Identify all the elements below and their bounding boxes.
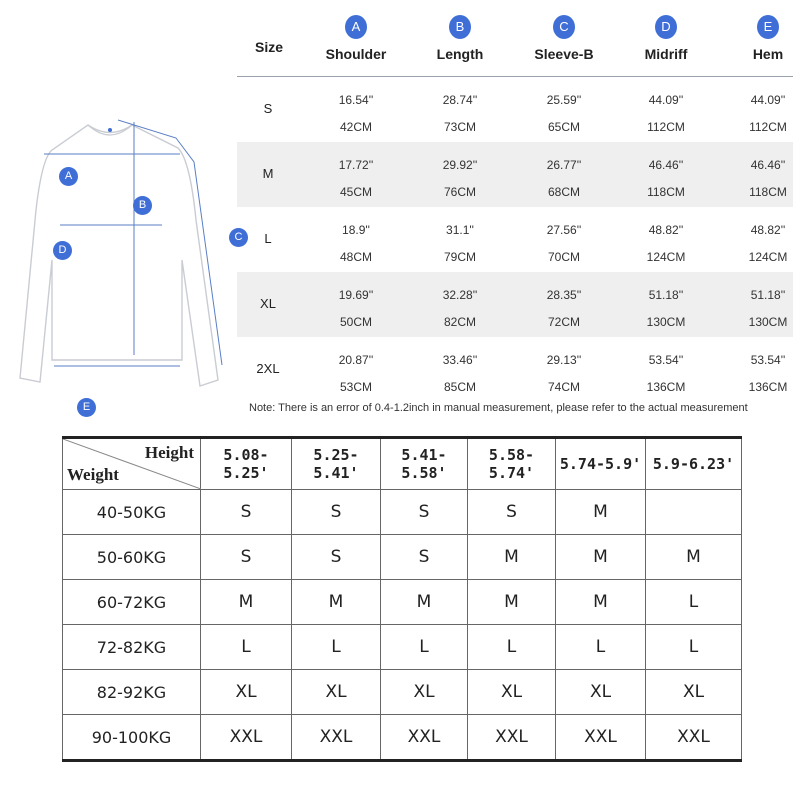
cm-value: 74CM: [547, 380, 580, 394]
inch-value: 53.54'': [648, 353, 684, 367]
weight-label: Weight: [67, 465, 119, 484]
height-range-header: 5.74-5.9': [556, 438, 646, 490]
size-cell: XXL: [646, 715, 742, 761]
column-label: Shoulder: [325, 46, 387, 62]
cm-value: 118CM: [647, 185, 685, 199]
height-range-header: 5.41-5.58': [381, 438, 468, 490]
size-cell: M: [292, 580, 381, 625]
row-size: 2XL: [256, 361, 280, 376]
marker-d: D: [53, 241, 72, 260]
cm-value: 112CM: [749, 120, 787, 134]
cm-value: 124CM: [748, 250, 788, 264]
size-cell: XXL: [201, 715, 292, 761]
size-cell: S: [292, 535, 381, 580]
size-cell: L: [556, 625, 646, 670]
shirt-outline-graphic: [0, 110, 250, 420]
size-cell: S: [292, 490, 381, 535]
cm-value: 50CM: [339, 315, 372, 329]
height-range-header: 5.25-5.41': [292, 438, 381, 490]
row-size: S: [263, 101, 273, 116]
size-cell: M: [468, 535, 556, 580]
inch-value: 31.1'': [446, 223, 474, 237]
size-cell: M: [468, 580, 556, 625]
size-cell: L: [468, 625, 556, 670]
inch-value: 29.92'': [442, 158, 478, 172]
weight-range: 72-82KG: [63, 625, 201, 670]
measurement-row: [237, 142, 793, 207]
cm-value: 70CM: [547, 250, 580, 264]
size-cell: S: [381, 490, 468, 535]
weight-row: [63, 580, 742, 625]
size-cell: XL: [468, 670, 556, 715]
inch-value: 33.46'': [442, 353, 478, 367]
weight-row: [63, 625, 742, 670]
row-size: L: [264, 231, 272, 246]
cm-value: 82CM: [443, 315, 476, 329]
corner-cell: [63, 438, 201, 490]
size-cell: S: [201, 535, 292, 580]
cm-value: 73CM: [443, 120, 476, 134]
marker-a: A: [59, 167, 78, 186]
size-cell: XL: [201, 670, 292, 715]
size-cell: XXL: [556, 715, 646, 761]
row-size: XL: [260, 296, 276, 311]
column-label: Hem: [752, 46, 784, 62]
size-cell: M: [201, 580, 292, 625]
inch-value: 28.74'': [442, 93, 478, 107]
size-cell: [646, 490, 742, 535]
cm-value: 72CM: [547, 315, 580, 329]
cm-value: 48CM: [339, 250, 372, 264]
inch-value: 46.46'': [648, 158, 684, 172]
weight-row: [63, 670, 742, 715]
weight-row: [63, 535, 742, 580]
size-cell: M: [556, 490, 646, 535]
column-label: Length: [436, 46, 484, 62]
neck-point: [108, 128, 112, 132]
measurement-row: [237, 337, 793, 402]
weight-range: 40-50KG: [63, 490, 201, 535]
cm-value: 136CM: [748, 380, 788, 394]
measurement-table: [237, 12, 793, 402]
inch-value: 29.13'': [546, 353, 582, 367]
height-range-header: 5.58-5.74': [468, 438, 556, 490]
weight-range: 60-72KG: [63, 580, 201, 625]
size-cell: S: [201, 490, 292, 535]
inch-value: 26.77'': [546, 158, 582, 172]
inch-value: 25.59'': [546, 93, 582, 107]
measurement-row: [237, 207, 793, 272]
size-cell: XXL: [468, 715, 556, 761]
column-label: Sleeve-B: [534, 46, 594, 62]
size-cell: L: [292, 625, 381, 670]
measurement-note: Note: There is an error of 0.4-1.2inch in manual measurement, please refer to the actual measurement: [249, 402, 748, 414]
cm-value: 136CM: [646, 380, 686, 394]
measurement-row: [237, 77, 793, 142]
column-header-length: [405, 12, 515, 76]
size-cell: L: [646, 580, 742, 625]
height-label: Height: [144, 443, 194, 462]
size-cell: L: [201, 625, 292, 670]
size-cell: XL: [292, 670, 381, 715]
marker-b: B: [133, 196, 152, 215]
inch-value: 44.09'': [750, 93, 786, 107]
shirt-diagram: [0, 110, 250, 420]
size-column-header: Size: [255, 39, 284, 55]
measurement-body: [237, 77, 793, 402]
size-cell: S: [468, 490, 556, 535]
column-header-hem: [713, 12, 800, 76]
weight-row: [63, 715, 742, 761]
cm-value: 65CM: [547, 120, 580, 134]
inch-value: 28.35'': [546, 288, 582, 302]
shirt-outline: [20, 125, 218, 386]
inch-value: 51.18'': [648, 288, 684, 302]
inch-value: 48.82'': [750, 223, 786, 237]
marker-e: E: [77, 398, 96, 417]
size-cell: M: [646, 535, 742, 580]
size-cell: M: [556, 535, 646, 580]
row-size: M: [262, 166, 274, 181]
inch-value: 32.28'': [442, 288, 478, 302]
inch-value: 17.72'': [338, 158, 374, 172]
size-cell: XL: [381, 670, 468, 715]
cm-value: 124CM: [646, 250, 686, 264]
inch-value: 53.54'': [750, 353, 786, 367]
cm-value: 85CM: [443, 380, 476, 394]
size-cell: S: [381, 535, 468, 580]
height-weight-size-chart: [62, 436, 742, 762]
size-cell: L: [646, 625, 742, 670]
column-header-midriff: [611, 12, 721, 76]
cm-value: 112CM: [647, 120, 685, 134]
inch-value: 44.09'': [648, 93, 684, 107]
weight-row: [63, 490, 742, 535]
cm-value: 42CM: [339, 120, 372, 134]
cm-value: 68CM: [547, 185, 580, 199]
cm-value: 45CM: [339, 185, 372, 199]
cm-value: 79CM: [443, 250, 476, 264]
size-cell: XL: [646, 670, 742, 715]
height-range-header: 5.9-6.23': [646, 438, 742, 490]
inch-value: 46.46'': [750, 158, 786, 172]
size-cell: XL: [556, 670, 646, 715]
cm-value: 53CM: [339, 380, 372, 394]
measurement-header: [237, 12, 793, 77]
size-cell: M: [381, 580, 468, 625]
inch-value: 16.54'': [338, 93, 374, 107]
size-cell: M: [556, 580, 646, 625]
weight-range: 82-92KG: [63, 670, 201, 715]
cm-value: 76CM: [443, 185, 476, 199]
measurement-row: [237, 272, 793, 337]
height-range-header: 5.08-5.25': [201, 438, 292, 490]
column-marker: A: [345, 15, 367, 39]
weight-range: 50-60KG: [63, 535, 201, 580]
cm-value: 118CM: [749, 185, 787, 199]
height-header-row: [63, 438, 742, 490]
inch-value: 51.18'': [750, 288, 786, 302]
inch-value: 48.82'': [648, 223, 684, 237]
weight-range: 90-100KG: [63, 715, 201, 761]
size-cell: L: [381, 625, 468, 670]
column-marker: D: [655, 15, 677, 39]
inch-value: 20.87'': [338, 353, 374, 367]
inch-value: 19.69'': [338, 288, 374, 302]
column-header-sleeve-b: [509, 12, 619, 76]
cm-value: 130CM: [748, 315, 788, 329]
column-marker: C: [553, 15, 575, 39]
inch-value: 18.9'': [342, 223, 370, 237]
cm-value: 130CM: [646, 315, 686, 329]
column-marker: E: [757, 15, 779, 39]
column-header-shoulder: [301, 12, 411, 76]
column-label: Midriff: [644, 46, 688, 62]
marker-c: C: [229, 228, 248, 247]
inch-value: 27.56'': [546, 223, 582, 237]
size-cell: XXL: [381, 715, 468, 761]
column-marker: B: [449, 15, 471, 39]
size-cell: XXL: [292, 715, 381, 761]
